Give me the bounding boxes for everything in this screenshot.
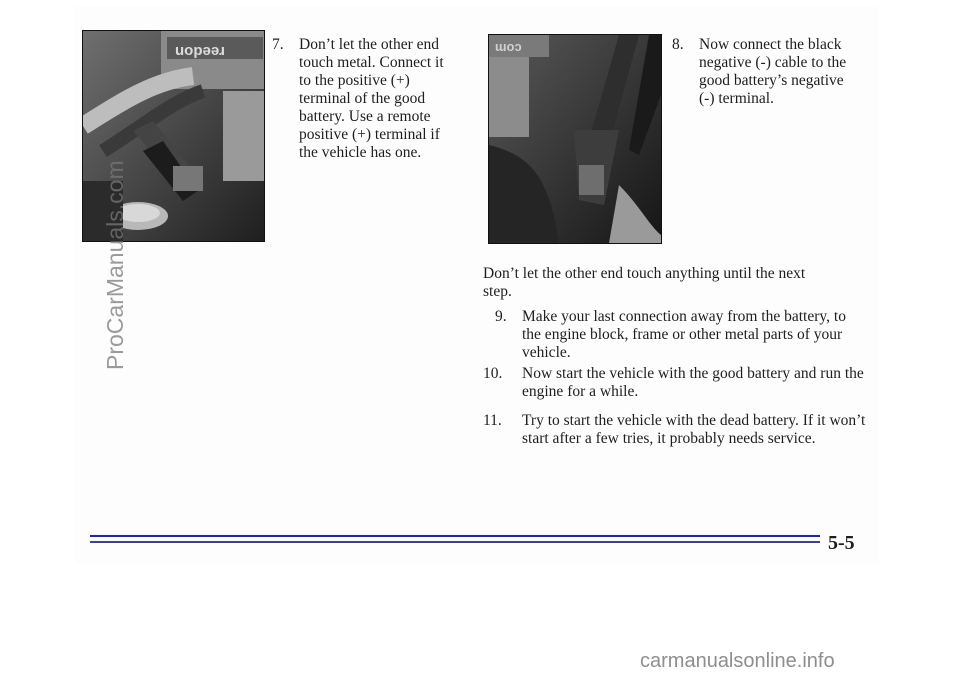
footer-site-watermark: carmanualsonline.info — [640, 650, 835, 672]
step-7 — [272, 36, 450, 162]
step-9 — [495, 308, 865, 362]
watermark — [96, 160, 136, 380]
step-number: 8. — [672, 36, 684, 53]
step-number: 10. — [483, 365, 503, 382]
battery-brand-label: ɯoɔ — [495, 39, 522, 54]
watermark-text: ProCarManuals.com — [102, 160, 128, 370]
step-text: Now start the vehicle with the good battery and run the engine for a while. — [522, 365, 864, 400]
battery-clamp-photo-right — [488, 34, 662, 244]
footer-rule-bottom — [90, 541, 820, 543]
step-number: 7. — [272, 36, 284, 53]
footer-rule-top — [90, 535, 820, 537]
step-11 — [483, 412, 868, 448]
page-number: 5-5 — [828, 532, 855, 554]
battery-brand-label: uopəǝɹ — [175, 42, 226, 59]
instruction-note: Don’t let the other end touch anything until the next step. — [483, 265, 806, 300]
step-10 — [483, 365, 868, 401]
step-text: Now connect the black negative (-) cable to the good battery’s negative (-) terminal. — [699, 36, 847, 107]
step-number: 11. — [483, 412, 502, 429]
step-text: Don’t let the other end touch metal. Connect it to the positive (+) terminal of the good battery. Use a remote positive (+) terminal if the vehicle has one. — [299, 36, 444, 161]
step-8 — [672, 36, 852, 108]
step-number: 9. — [495, 308, 507, 325]
step-text: Make your last connection away from the battery, to the engine block, frame or other metal parts of your vehicle. — [522, 308, 846, 361]
step-text: Try to start the vehicle with the dead battery. If it won’t start after a few tries, it probably needs service. — [522, 412, 866, 447]
